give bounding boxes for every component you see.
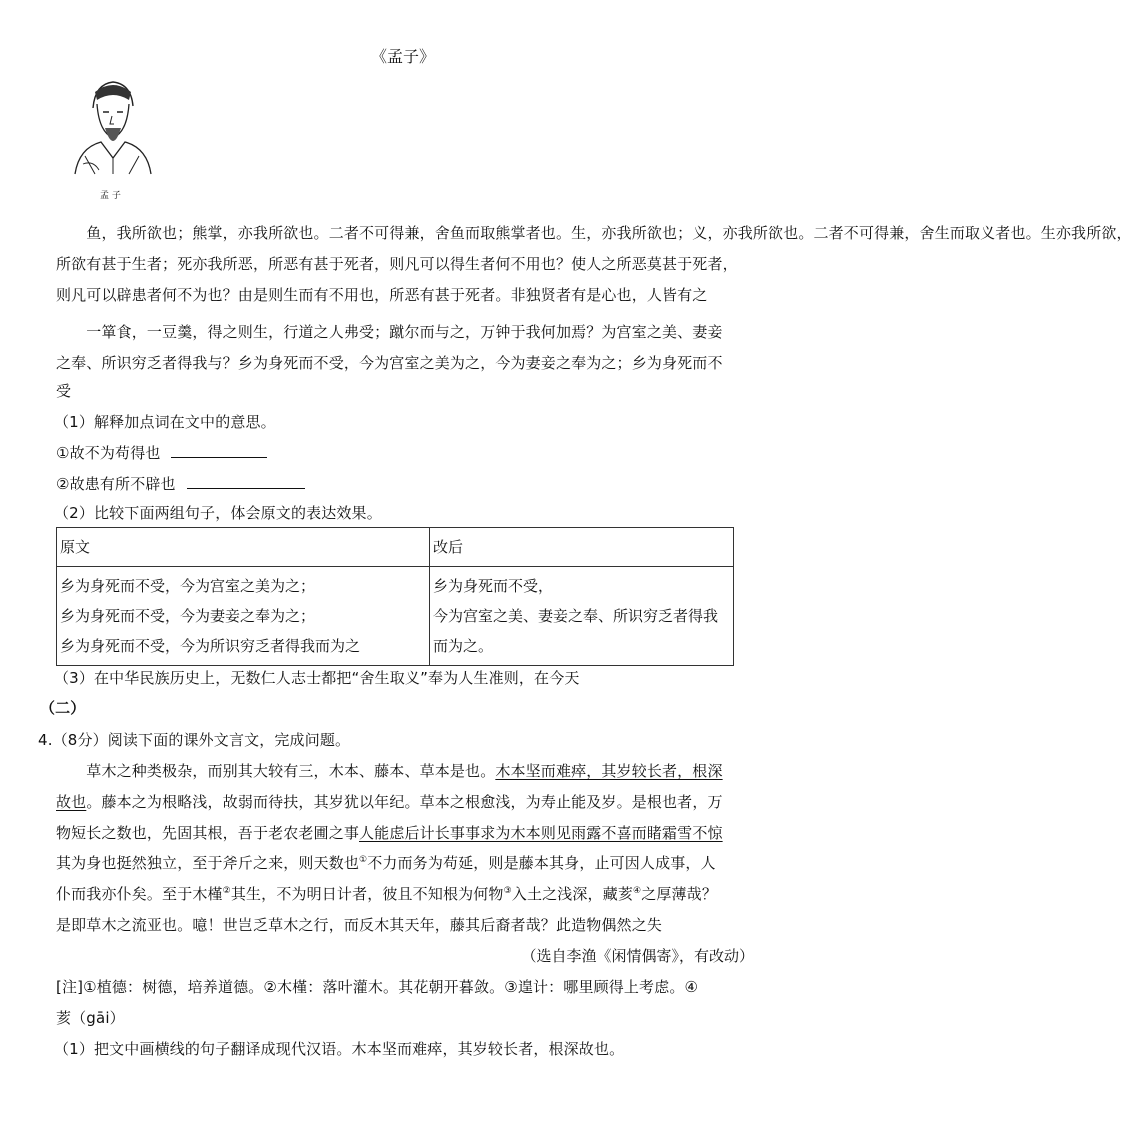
passage2-line	[56, 822, 723, 843]
text: 仆而我亦仆矣。至于木槿	[56, 885, 223, 903]
underlined-sentence: 故也	[56, 793, 87, 811]
passage2-line	[56, 852, 716, 873]
text: 草木之种类极杂，而别其大较有三，木本、藤本、草本是也。	[56, 762, 496, 780]
table-row	[57, 567, 734, 666]
revised-line: 今为宫室之美、妻妾之奉、所识穷乏者得我	[433, 607, 719, 625]
underlined-sentence: 人能虑后计长事事求为木本则见雨露不喜而睹霜雪不惊	[359, 824, 723, 842]
comparison-table	[56, 527, 734, 666]
original-cell	[57, 567, 430, 666]
question-1-prompt: （1）解释加点词在文中的意思。	[54, 413, 276, 431]
section-heading: （二）	[40, 699, 86, 717]
passage2-line: 是即草木之流亚也。噫！世岂乏草木之行，而反木其天年，藤其后裔者哉？此造物偶然之失	[56, 916, 663, 934]
passage2-line	[56, 883, 717, 904]
question-4-intro: 4.（8分）阅读下面的课外文言文，完成问题。	[38, 731, 351, 749]
footnote-mark: ②	[222, 886, 231, 896]
footnote-mark: ①	[359, 855, 368, 865]
question-4-1-prompt: （1）把文中画横线的句子翻译成现代汉语。木本坚而难瘁，其岁较长者，根深故也。	[54, 1040, 625, 1058]
passage1-line: 之奉、所识穷乏者得我与？乡为身死而不受，今为宫室之美为之，今为妻妾之奉为之；乡为身死而不	[56, 354, 723, 372]
answer-blank[interactable]	[187, 474, 305, 489]
text: 之厚薄哉？	[641, 885, 717, 903]
original-line: 乡为身死而不受，今为宫室之美为之；	[60, 577, 316, 595]
question-2-prompt: （2）比较下面两组句子，体会原文的表达效果。	[54, 504, 382, 522]
header-revised: 改后	[430, 528, 734, 567]
portrait-caption: 孟 子	[100, 191, 121, 201]
table-header-row	[57, 528, 734, 567]
text: 物短长之数也，先固其根，吾于老农老圃之事	[56, 824, 360, 842]
answer-blank[interactable]	[171, 443, 267, 458]
question-1-item-1	[56, 442, 267, 463]
page-title: 《孟子》	[371, 47, 436, 66]
item-text: ②故患有所不辟也	[56, 475, 176, 493]
revised-line: 而为之。	[433, 637, 494, 655]
text: 。藤本之为根略浅，故弱而待扶，其岁犹以年纪。草本之根愈浅，为寿止能及岁。是根也者，万	[86, 793, 723, 811]
text: 入土之浅深，藏荄	[511, 885, 633, 903]
passage1-line: 则凡可以辟患者何不为也？由是则生而有不用也，所恶有甚于死者。非独贤者有是心也，人皆有之	[56, 286, 708, 304]
notes-line: 荄（gāi）	[56, 1009, 125, 1027]
item-text: ①故不为苟得也	[56, 444, 161, 462]
passage2-line	[56, 791, 723, 812]
passage1-line: 鱼，我所欲也；熊掌，亦我所欲也。二者不可得兼，舍鱼而取熊掌者也。生，亦我所欲也；义，亦我所欲也。二者不可得兼，舍生而取义者也。生亦我所欲，	[56, 224, 1132, 242]
underlined-sentence: 木本坚而难瘁，其岁较长者，根深	[495, 762, 723, 780]
revised-line: 乡为身死而不受，	[433, 577, 554, 595]
mencius-portrait	[55, 74, 165, 186]
footnote-mark: ③	[503, 886, 512, 896]
revised-cell	[430, 567, 734, 666]
text: 其为身也挺然独立，至于斧斤之来，则天数也	[56, 854, 360, 872]
source-citation: （选自李渔《闲情偶寄》，有改动）	[521, 947, 754, 965]
text: 其生，不为明日计者，彼且不知根为何物	[230, 885, 504, 903]
passage2-line	[56, 760, 723, 781]
header-original: 原文	[57, 528, 430, 567]
original-line: 乡为身死而不受，今为妻妾之奉为之；	[60, 607, 316, 625]
original-line: 乡为身死而不受，今为所识穷乏者得我而为之	[60, 637, 361, 655]
text: 不力而务为苟延，则是藤本其身，止可因人成事，人	[367, 854, 716, 872]
passage1-line: 所欲有甚于生者；死亦我所恶，所恶有甚于死者，则凡可以得生者何不用也？使人之所恶莫甚于死者，	[56, 255, 738, 273]
footnote-mark: ④	[633, 886, 642, 896]
question-3-prompt: （3）在中华民族历史上，无数仁人志士都把“舍生取义”奉为人生准则，在今天	[54, 669, 580, 687]
passage1-line: 一箪食，一豆羹，得之则生，行道之人弗受；蹴尔而与之，万钟于我何加焉？为宫室之美、妻妾	[56, 323, 723, 341]
question-1-item-2	[56, 473, 305, 494]
notes-line: [注]①植德：树德，培养道德。②木槿：落叶灌木。其花朝开暮敛。③遑计：哪里顾得上考虑。④	[56, 978, 699, 996]
passage1-line: 受	[56, 382, 72, 400]
